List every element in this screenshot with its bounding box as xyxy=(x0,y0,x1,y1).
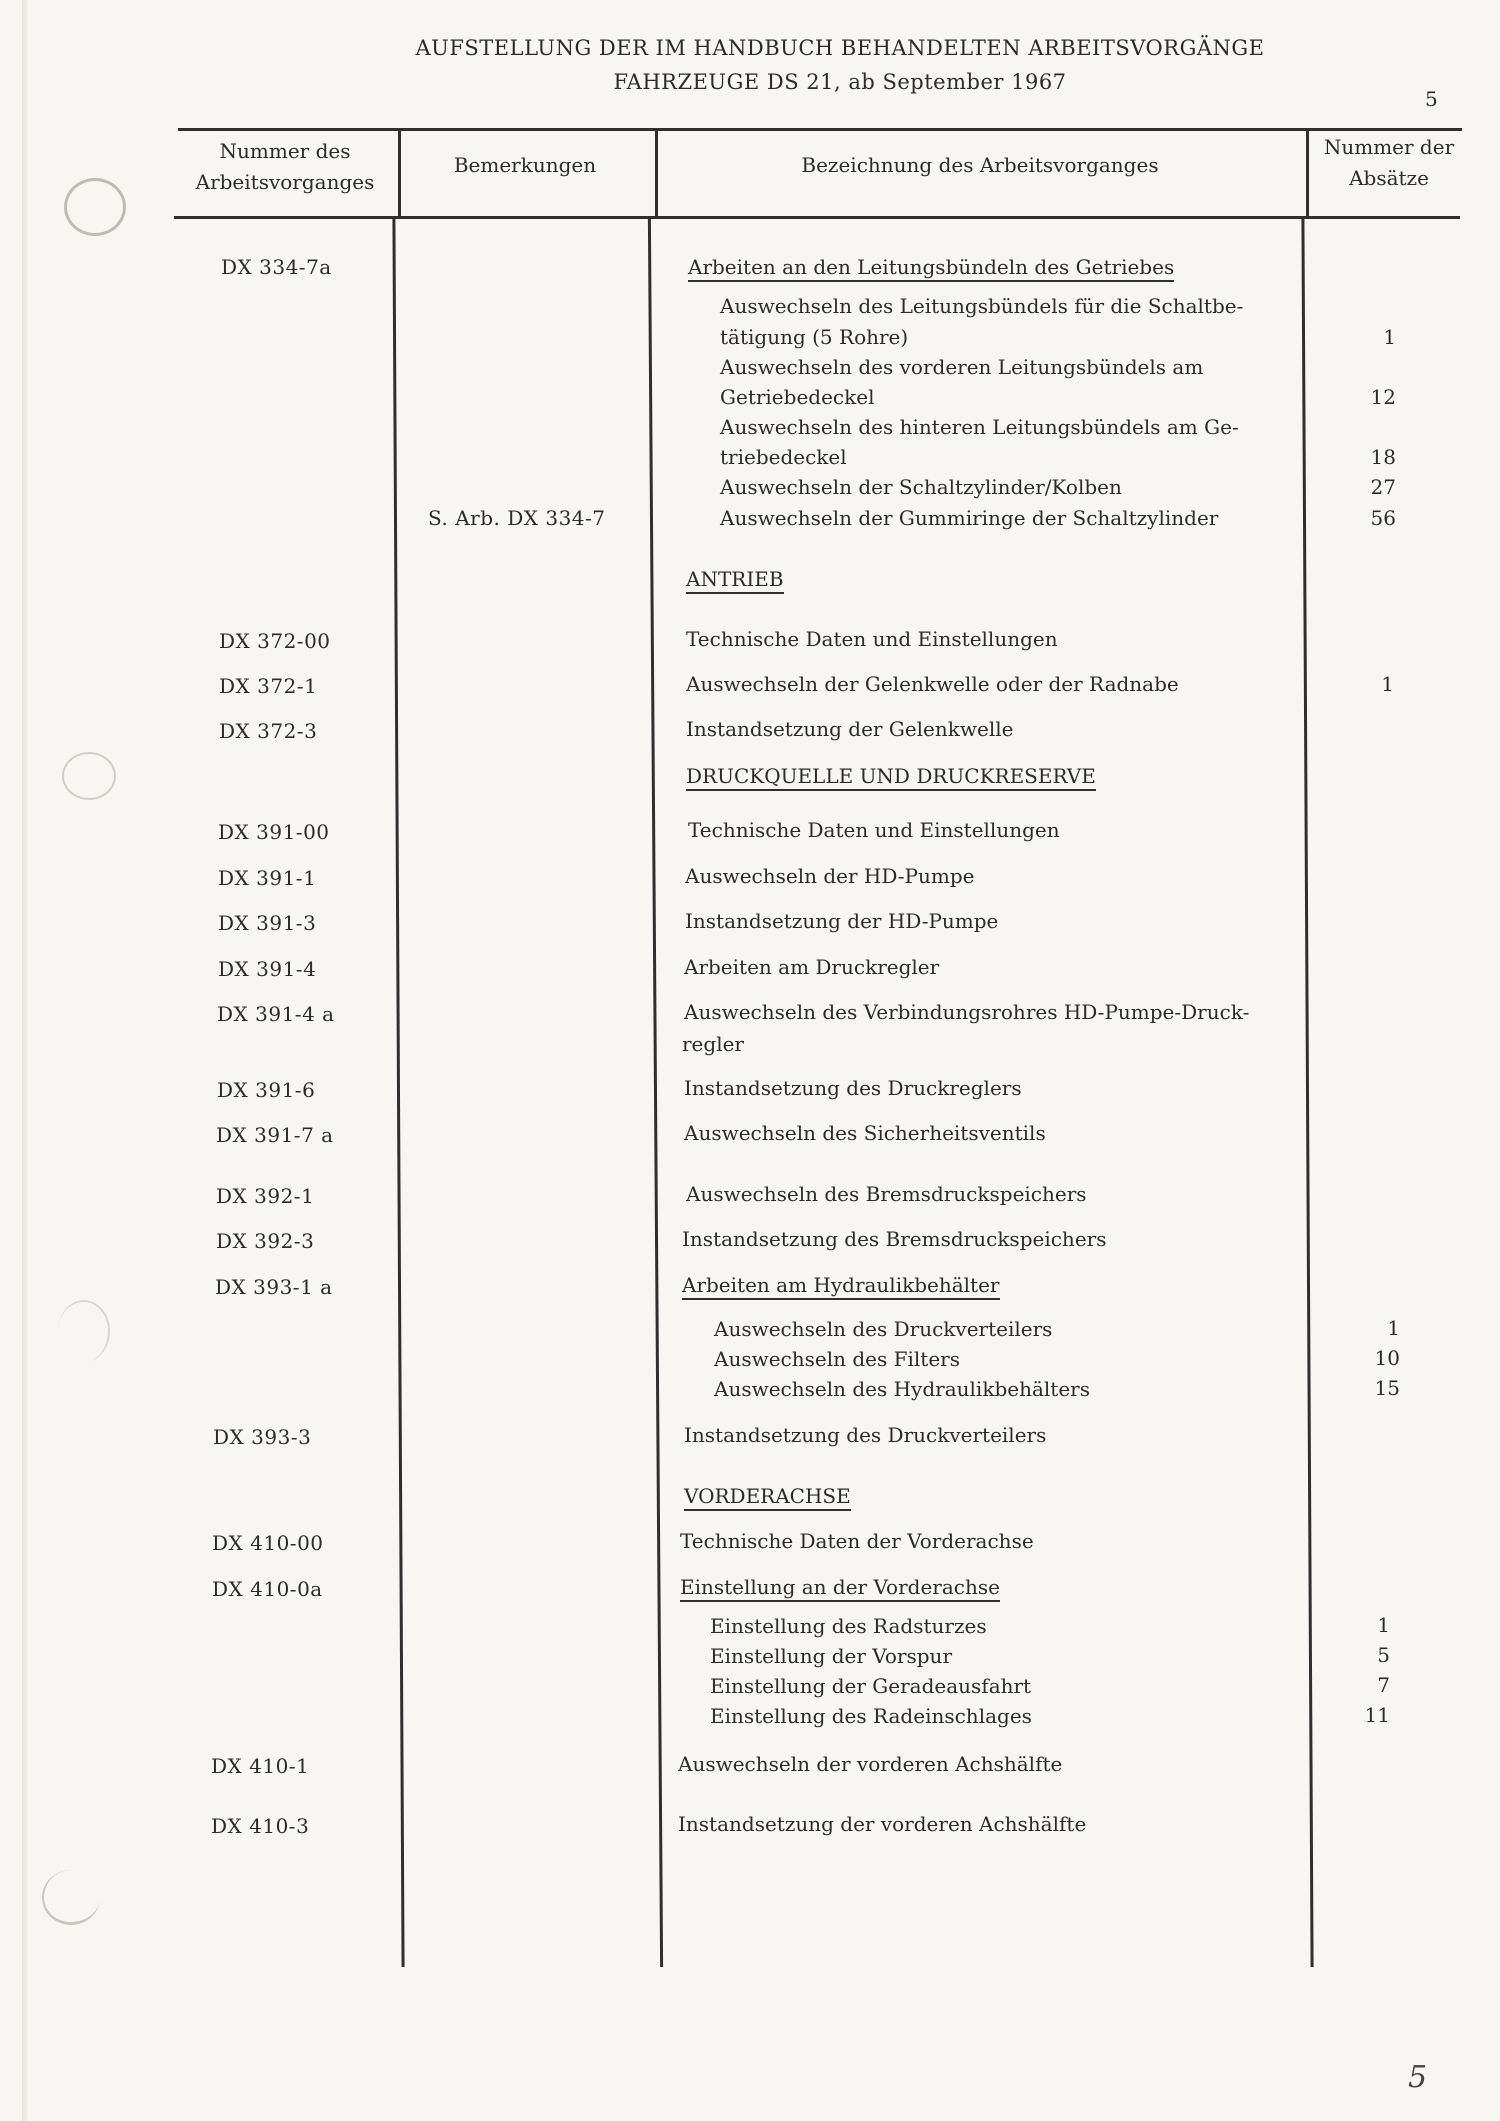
column-divider xyxy=(1301,219,1313,1967)
column-header-designation: Bezeichnung des Arbeitsvorganges xyxy=(801,153,1159,177)
operation-title: Auswechseln des Bremsdruckspeichers xyxy=(686,1182,1087,1206)
column-header-paragraphs: Nummer der Absätze xyxy=(1323,135,1455,190)
operation-number: DX 334-7a xyxy=(221,255,332,279)
operation-number: DX 410-3 xyxy=(211,1814,310,1838)
operation-subitem: Auswechseln der Gummiringe der Schaltzylinder xyxy=(720,506,1219,530)
operation-subitem: Auswechseln des Leitungsbündels für die Schaltbe- xyxy=(720,294,1244,318)
operation-number: DX 392-3 xyxy=(216,1229,315,1253)
operation-number: DX 410-1 xyxy=(211,1754,310,1778)
table-header-rule xyxy=(174,216,1460,219)
column-divider xyxy=(1306,128,1309,216)
section-heading-text: ANTRIEB xyxy=(686,567,784,594)
operation-title: Technische Daten der Vorderachse xyxy=(680,1529,1034,1553)
operation-subitem: Auswechseln der Schaltzylinder/Kolben xyxy=(720,475,1122,499)
column-header-number: Nummer des Arbeitsvorganges xyxy=(195,139,375,194)
operation-subitem: Einstellung der Geradeausfahrt xyxy=(710,1674,1032,1698)
paragraph-number: 15 xyxy=(1374,1376,1400,1400)
operation-title-text: Arbeiten am Hydraulikbehälter xyxy=(682,1273,1000,1300)
column-divider xyxy=(392,219,404,1967)
operation-number: DX 372-3 xyxy=(219,719,318,743)
page-number: 5 xyxy=(1425,87,1438,111)
operation-title: Instandsetzung der Gelenkwelle xyxy=(686,717,1014,741)
operation-subitem: Auswechseln des hinteren Leitungsbündels am Ge- xyxy=(720,415,1239,439)
punch-hole xyxy=(64,178,126,236)
operation-subitem: triebedeckel xyxy=(720,445,847,469)
remark: S. Arb. DX 334-7 xyxy=(428,506,606,530)
operation-subitem: Einstellung der Vorspur xyxy=(710,1644,953,1668)
operation-title: Auswechseln der vorderen Achshälfte xyxy=(678,1752,1063,1776)
paragraph-number: 12 xyxy=(1370,385,1396,409)
operation-number: DX 391-3 xyxy=(218,911,317,935)
section-heading-text: VORDERACHSE xyxy=(684,1484,851,1511)
paragraph-number: 1 xyxy=(1383,325,1396,349)
operation-number: DX 391-4 xyxy=(218,957,317,981)
operation-number: DX 372-00 xyxy=(219,629,331,653)
paragraph-number: 18 xyxy=(1370,445,1396,469)
column-divider xyxy=(648,219,663,1967)
document-subtitle: FAHRZEUGE DS 21, ab September 1967 xyxy=(613,70,1067,94)
operation-title: Auswechseln der HD-Pumpe xyxy=(685,864,975,888)
operation-title: Auswechseln der Gelenkwelle oder der Radnabe xyxy=(686,672,1179,696)
operation-number: DX 391-6 xyxy=(217,1078,316,1102)
operation-number: DX 392-1 xyxy=(216,1184,315,1208)
operation-title: Auswechseln des Verbindungsrohres HD-Pumpe-Druck- xyxy=(684,1000,1250,1024)
operation-number: DX 372-1 xyxy=(219,674,318,698)
operation-number: DX 393-3 xyxy=(213,1425,312,1449)
operation-title: Instandsetzung der vorderen Achshälfte xyxy=(678,1812,1087,1836)
punch-hole xyxy=(62,752,116,800)
operation-number: DX 391-1 xyxy=(218,866,317,890)
operation-number: DX 410-0a xyxy=(212,1577,323,1601)
operation-number: DX 391-4 a xyxy=(217,1002,335,1026)
operation-title: Technische Daten und Einstellungen xyxy=(686,627,1058,651)
operation-number: DX 410-00 xyxy=(212,1531,324,1555)
paragraph-number: 7 xyxy=(1377,1673,1390,1697)
operation-subitem: Auswechseln des vorderen Leitungsbündels am xyxy=(720,355,1204,379)
operation-number: DX 393-1 a xyxy=(215,1275,333,1299)
operation-subitem: tätigung (5 Rohre) xyxy=(720,325,909,349)
operation-title: Instandsetzung des Bremsdruckspeichers xyxy=(682,1227,1107,1251)
operation-subitem: Auswechseln des Druckverteilers xyxy=(714,1317,1053,1341)
operation-title xyxy=(682,1270,1000,1300)
column-header-remarks: Bemerkungen xyxy=(453,153,597,177)
operation-subitem: Einstellung des Radsturzes xyxy=(710,1614,987,1638)
operation-subitem: Auswechseln des Filters xyxy=(714,1347,960,1371)
document-title: AUFSTELLUNG DER IM HANDBUCH BEHANDELTEN ARBEITSVORGÄNGE xyxy=(415,36,1265,60)
paragraph-number: 1 xyxy=(1377,1613,1390,1637)
operation-title: Auswechseln des Sicherheitsventils xyxy=(684,1121,1046,1145)
section-heading xyxy=(686,564,784,594)
paragraph-number: 27 xyxy=(1370,475,1396,499)
operation-title: regler xyxy=(682,1032,744,1056)
binder-edge xyxy=(22,0,28,2121)
table-top-rule xyxy=(178,128,1462,131)
section-heading xyxy=(684,1481,851,1511)
punch-hole xyxy=(42,1870,100,1925)
column-divider xyxy=(398,128,401,216)
operation-subitem: Getriebedeckel xyxy=(720,385,875,409)
section-heading xyxy=(686,761,1096,791)
paragraph-number: 1 xyxy=(1381,672,1394,696)
operation-title-text: Einstellung an der Vorderachse xyxy=(680,1575,1000,1602)
handwritten-page-mark: 5 xyxy=(1408,2060,1428,2095)
operation-number: DX 391-00 xyxy=(218,820,330,844)
operation-subitem: Einstellung des Radeinschlages xyxy=(710,1704,1032,1728)
section-heading-text: DRUCKQUELLE UND DRUCKRESERVE xyxy=(686,764,1096,791)
operation-title: Technische Daten und Einstellungen xyxy=(688,818,1060,842)
paragraph-number: 56 xyxy=(1370,506,1396,530)
paragraph-number: 1 xyxy=(1387,1316,1400,1340)
operation-subitem: Auswechseln des Hydraulikbehälters xyxy=(714,1377,1090,1401)
operation-number: DX 391-7 a xyxy=(216,1123,334,1147)
operation-title: Instandsetzung des Druckverteilers xyxy=(684,1423,1047,1447)
column-divider xyxy=(655,128,658,216)
operation-title: Instandsetzung des Druckreglers xyxy=(684,1076,1022,1100)
paragraph-number: 11 xyxy=(1364,1703,1390,1727)
operation-title-text: Arbeiten an den Leitungsbündeln des Getriebes xyxy=(688,255,1174,282)
operation-title xyxy=(688,252,1174,282)
operation-title xyxy=(680,1572,1000,1602)
punch-hole xyxy=(58,1300,110,1362)
operation-title: Instandsetzung der HD-Pumpe xyxy=(685,909,999,933)
paragraph-number: 10 xyxy=(1374,1346,1400,1370)
operation-title: Arbeiten am Druckregler xyxy=(684,955,940,979)
paragraph-number: 5 xyxy=(1377,1643,1390,1667)
